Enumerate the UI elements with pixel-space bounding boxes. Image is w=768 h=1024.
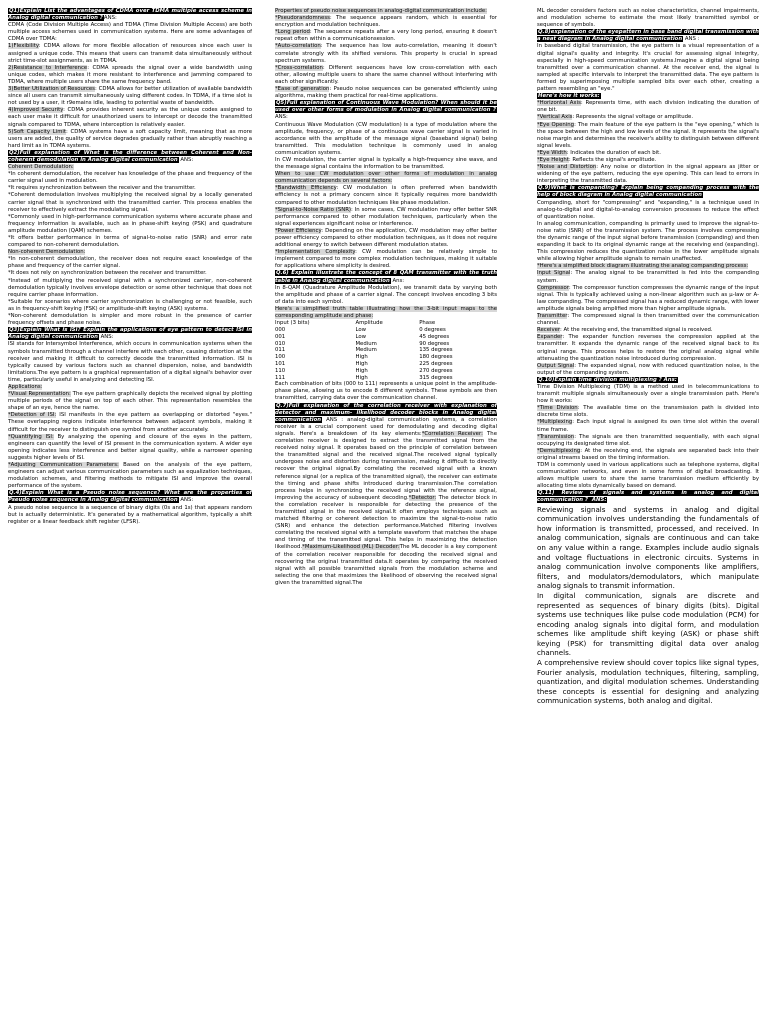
table-cell: Low [355,326,366,333]
text-run: *It does not rely on synchronization between the receiver and transmitter. [8,270,207,277]
table-row [275,341,497,348]
paragraph [8,8,252,22]
text-run: ML decoder considers factors such as noise characteristics, channel impairments, and modulation scheme to estimate the most likely transmitted symbol or sequence of symbols. [537,8,759,29]
text-run: ISI manifests in the eye pattern as overlapping or distorted "eyes." These overlapping regions indicate interference between adjacent symbols, making it difficult for the receiver to distinguish one symbol from another accurately. [8,412,252,433]
paragraph [275,43,497,64]
paragraph [8,235,252,249]
table-cell: High [355,360,368,367]
text-run: The ML decoder is a key component of the correlation receiver responsible for decoding the received signal and recovering the original transmitted data.It operates by comparing the received signal with all possible transmitted signals from the modulation scheme and selecting the one that maximizes the likelihood of observing the received signal given the transmitted signal.The [275,544,497,586]
highlighted-term: *Long period [275,29,310,36]
paragraph [275,306,497,320]
qam-header-cell: Phase [419,320,436,327]
paragraph [537,462,759,490]
text-run: : Indicates the duration of each bit. [566,149,661,156]
paragraph [537,448,759,462]
paragraph [537,405,759,419]
table-cell: 100 [275,354,286,361]
paragraph [275,228,497,249]
table-cell: 180 degrees [419,354,453,361]
paragraph [8,107,252,128]
text-run: Continuous Wave Modulation (CW modulation) is a type of modulation where the amplitude, frequency, or phase of a continuous wave carrier signal is varied in accordance with the amplitude of the message signal (baseband signal) being transmitted. This modulation technique is commonly used in analog communication systems. [275,121,497,156]
paragraph [8,391,252,412]
highlighted-term: *Ease of generation [275,86,330,93]
highlighted-term: *Signal-to-Noise Ratio (SNR) [275,206,352,213]
paragraph [8,278,252,299]
table-row [275,347,497,354]
table-cell: 010 [275,340,286,347]
highlighted-term: *Power Efficiency [275,227,322,234]
paragraph [537,591,759,658]
highlighted-term: *Visual Representation: [8,391,71,398]
paragraph [8,384,252,391]
text-run: Each combination of bits (000 to 111) represents a unique point in the amplitude-phase plane, allowing us to encode 8 different symbols. These symbols are then transmitted, carrying data over the communication channel. [275,381,497,402]
table-cell: 000 [275,326,286,333]
highlighted-term: Output Signal [537,362,575,369]
highlighted-term: *Noise and Distortion [537,164,597,171]
text-run: : CDMA systems have a soft capacity limit, meaning that as more users are added, the quality of service degrades gradually rather than abruptly reaching a hard limit as in TDMA systems. [8,128,252,149]
text-run: : Represents time, with each division indicating the duration of one bit. [537,100,759,114]
highlighted-term: *Demultiplexing [537,447,581,454]
text-run: Based on the analysis of the eye pattern, engineers can adjust various communication parameters such as equalization techniques, modulation schemes, and filtering methods to mitigate ISI and improve the overall performance of the system. [8,462,252,490]
highlighted-term: *Vertical Axis [537,114,573,121]
paragraph [275,86,497,100]
paragraph [275,403,497,587]
text-run: : At the receiving end, the signals are separated back into their original streams based on the timing information. [537,447,759,461]
question-heading: Q3)Explain What is ISI? Explain the applications of eye pattern to detect ISI in Analog digital communication [8,327,252,341]
text-run: : CDMA spreads the signal over a wide bandwidth using unique codes, which makes it more resistant to interference and jamming compared to TDMA, where multiple users share the same frequency band. [8,64,252,85]
text-run: : CDMA allows for better utilization of available bandwidth since all users can transmit simultaneously using different codes. In TDMA, if a time slot is not used by a user, it r9emains idle, leading to potential waste of bandwidth. [8,86,252,107]
paragraph [8,22,252,43]
paragraph [8,249,252,256]
highlighted-term: *Time Division [537,405,578,412]
paragraph [537,434,759,448]
paragraph [537,200,759,221]
paragraph [8,192,252,213]
text-run: : The available time on the transmission path is divided into discrete time slots. [537,405,759,419]
text-run: : CDMA allows for more flexible allocation of resources since each user is assigned a unique code. This means that users can transmit data simultaneously without strict time-slot assignments, as in TDMA. [8,43,252,64]
table-cell: 111 [275,374,286,381]
table-cell: 135 degrees [419,347,453,354]
highlighted-term: 5)Soft Capacity Limit [8,128,66,135]
paragraph [537,505,759,591]
qam-table-header [275,320,497,327]
highlighted-term: *Eye Opening [537,121,575,128]
paragraph [537,185,759,199]
paragraph [275,171,497,185]
table-row [275,334,497,341]
paragraph [8,43,252,64]
text-run: : The expander function reverses the compression applied at the transmitter. It expands the dynamic range of the received signal back to its original range. This process helps to restore the original analog signal while attenuating the quantization noise introduced during compression. [537,334,759,362]
paragraph [537,29,759,43]
highlighted-term: *Cross-correlation [275,64,323,71]
highlighted-term: Compressor [537,284,569,291]
highlighted-term: 1)Flexibility [8,43,39,50]
column-left [8,8,252,1020]
text-run: *In coherent demodulation, the receiver has knowledge of the phase and frequency of the carrier signal used in modulation. [8,171,252,185]
text-run: : Different sequences have low cross-correlation with each other, allowing multiple users to share the same channel without interfering with each other significantly. [275,64,497,85]
highlighted-term: *Horizontal Axis [537,100,581,107]
text-run: : The compressed signal is then transmitted over the communication channel. [537,313,759,327]
highlighted-term: Applications: [8,383,43,390]
paragraph [275,8,497,15]
highlighted-term: When to use CW modulation over other forms of modulation in analog communication depends on several factors: [275,171,497,185]
highlighted-term: *Eye Height [537,156,569,163]
paragraph [537,164,759,185]
table-cell: 0 degrees [419,326,446,333]
table-row [275,327,497,334]
text-run: : Each input signal is assigned its own time slot within the overall time frame. [537,419,759,433]
paragraph [275,122,497,157]
highlighted-term: Receiver [537,327,561,334]
paragraph [275,185,497,206]
paragraph [275,15,497,29]
paragraph [537,363,759,377]
text-run: : The sequence repeats after a very long period, ensuring it doesn't repeat often within a communicationsession. [275,29,497,43]
paragraph [8,327,252,341]
text-run: *It requires synchronization between the receiver and the transmitter. [8,185,196,192]
text-run: *Non-coherent demodulation is simpler and more robust in the presence of carrier frequency offsets and phase noise. [8,313,252,327]
paragraph [537,8,759,29]
text-run: *Suitable for scenarios where carrier synchronization is challenging or not feasible, such as in frequency-shift keying (FSK) or amplitude-shift keying (ASK) systems. [8,298,252,312]
highlighted-term: *Pseudorandomness [275,15,330,22]
paragraph [537,221,759,264]
paragraph [275,285,497,306]
question-heading: Here's how it works: [538,93,600,100]
text-run: ANS: [103,15,117,22]
paragraph [275,249,497,270]
highlighted-term: *Multiplexing [537,419,573,426]
highlighted-term: Input Signal [537,270,571,277]
highlighted-term: Here's a simplified truth table illustrating how the 3-bit input maps to the corresponding amplitude and phase: [275,305,497,320]
highlighted-term: *Detection of ISI: [8,412,57,419]
text-run: The detector block in the correlation receiver is responsible for detecting the presence of the transmitted signal in the received signal.It often employs techniques such as matched filtering or coherent detection to maximize the signal-to-noise ratio (SNR) and enhance the detection performance.Matched filtering involves correlating the received signal with a template waveform that matches the shape and timing of the transmitted signal. This helps in maximizing the detection likelihood. [275,494,497,551]
paragraph [8,299,252,313]
highlighted-term: *Transmission [537,433,575,440]
column-middle-bottom [275,381,497,587]
paragraph [8,313,252,327]
paragraph [537,100,759,114]
question-heading: Q.4)Explain What is a Pseudo noise sequence? What are the properties of Pseudo noise sequence in Analog digital communication [8,490,252,504]
paragraph [8,129,252,150]
text-run: Time Division Multiplexing (TDM) is a method used in telecommunications to transmit multiple signals simultaneously over a single transmission path. Here's how it works: [537,383,759,405]
table-row [275,361,497,368]
question-heading: Q2)Full explanation of What is the difference between Coherent and Non-coherent demodulation in Analog digital communication [8,149,252,163]
question-heading: Q.7)Full explanation of the correlation receiver with explanation of detector and maximum- likelihood decoder blocks in Analog digital communication [275,402,497,423]
column-middle-top [275,8,497,320]
paragraph [537,490,759,504]
question-heading: Q1)Explain List the advantages of CDMA over TDMA multiple access scheme in Analog digital communication ? [8,8,252,22]
table-cell: Low [355,333,366,340]
table-cell: 011 [275,347,286,354]
paragraph [537,93,759,100]
highlighted-term: *Correlation Receiver: [421,430,483,437]
paragraph [537,285,759,313]
text-run: A comprehensive review should cover topics like signal types, Fourier analysis, modulation techniques, filtering, sampling, quantization, and digital modulation schemes. Understanding these concepts is essential for designing and analyzing communication systems, both analog and digital. [537,658,759,706]
table-cell: 45 degrees [419,333,450,340]
highlighted-term: *Eye Width [537,149,567,156]
text-run: ANS: [275,114,288,121]
paragraph [537,658,759,706]
text-run: : CDMA provides inherent security as the unique codes assigned to each user make it difficult for unauthorized users to intercept or decode the transmitted signals compared to TDMA, where interception is relatively easier. [8,107,252,128]
text-run: *Instead of multiplying the received signal with a synchronized carrier, non-coherent demodulation typically involves envelope detection or some other technique that does not require carrier phase information. [8,277,252,298]
text-run: Companding, short for "compressing" and "expanding," is a technique used in analog-to-digital and digital-to-analog conversion processes to reduce the effect of quantization noise. [537,199,759,220]
text-run: : Reflects the signal's amplitude. [568,156,657,163]
table-cell: 110 [275,367,286,374]
paragraph [8,412,252,433]
text-run: : Any noise or distortion in the signal appears as jitter or widening of the eye pattern, reducing the eye opening. This can lead to errors in interpreting the transmitted data. [537,164,759,185]
text-run: *Coherent demodulation involves multiplying the received signal by a locally generated carrier signal that is synchronized with the transmitted carrier. This process enables the receiver to effectively extract the modulating signal. [8,192,252,213]
highlighted-term: 3)Better Utilization of Resources [8,86,95,93]
table-cell: High [355,354,368,361]
paragraph [8,171,252,185]
table-cell: Medium [355,340,377,347]
text-run: In 8-QAM (Quadrature Amplitude Modulation), we transmit data by varying both the amplitude and phase of a carrier signal. The concept involves encoding 3 bits of data into each symbol. [275,284,497,305]
paragraph [537,114,759,121]
paragraph [537,157,759,164]
paragraph [8,434,252,462]
paragraph [8,270,252,277]
highlighted-term: *Bandwidth Efficiency [275,185,337,192]
text-run: : Pseudo noise sequences can be generated efficiently using algorithms, making them practical for real-time applications. [275,86,497,100]
text-run: ANS : analog-digital communication systems, a correlation receiver is a crucial component used for demodulating and decoding digital signals. Here's a breakdown of its key elements: [275,416,497,437]
text-run: : The compressor function compresses the dynamic range of the input signal. This is typically achieved using a non-linear algorithm such as μ-law or A-law companding. The compressed signal has a reduced dynamic range, with lower amplitude signals being amplified more than higher amplitude signals. [537,284,759,312]
text-run: : In some cases, CW modulation may offer better SNR performance compared to other modulation techniques, particularly when the signal experiences significant noise or interference. [275,206,497,227]
highlighted-term: 4)Improved Security [8,107,64,114]
paragraph [275,65,497,86]
paragraph [275,29,497,43]
table-cell: High [355,374,368,381]
highlighted-term: *Quantifying ISI: [8,433,54,440]
table-cell: High [355,367,368,374]
paragraph [275,270,497,284]
qam-table-body [275,327,497,381]
paragraph [537,270,759,284]
paragraph [275,157,497,171]
question-heading: ANS: [590,497,607,504]
question-heading: Q.8)explanation of the eyepattern in base band digital transmission with a neat diagram in Analog digital communication [537,29,759,43]
paragraph [8,164,252,171]
text-run: ANS : [683,36,700,43]
text-run: In analog communication, companding is primarily used to improve the signal-to-noise ratio (SNR) of the transmission system. The process involves compressing the dynamic range of the input signal before transmission (companding) and then expanding it back to its original dynamic range at the receiving end (expanding). This compression reduces the quantization noise in the lower amplitude signals while allowing higher amplitude signals to remain unaffected. [537,220,759,263]
text-run: ANS: [98,334,114,341]
table-cell: 225 degrees [419,360,453,367]
text-run: ISI stands for Intersymbol Interference, which occurs in communication systems when the symbols transmitted through a channel interfere with each other, causing distortion at the receiver and making it difficult to correctly decode the transmitted information. ISI is typically caused by various factors such as channel dispersion, noise, and bandwidth limitations.The eye pattern is a graphical representation of a digital signal's behavior over time, particularly useful in analyzing and detecting ISI. [8,341,252,383]
highlighted-term: Properties of pseudo noise sequences in analog-digital communication include: [275,8,487,14]
paragraph [537,377,759,384]
highlighted-term: *Auto-correlation [275,43,321,50]
table-cell: 315 degrees [419,374,453,381]
text-run: A pseudo noise sequence is a sequence of binary digits (0s and 1s) that appears random but is actually deterministic. It's generated by a mathematical algorithm, typically a shift register or a linear feedback shift register (LFSR). [8,504,252,525]
table-row [275,375,497,382]
table-cell: 90 degrees [419,340,450,347]
highlighted-term: 2)Resistance to Interference [8,64,88,71]
text-run: ANS: [178,497,194,504]
paragraph [537,150,759,157]
paragraph [8,86,252,107]
text-run: In digital communication, signals are discrete and represented as sequences of binary digits (bits). Digital systems use techniques like pulse code modulation (PCM) for encoding analog signals into digital form, and modulation schemes like amplitude shift keying (ASK) or phase shift keying (PSK) for transmitting digital data over analog channels. [537,590,759,658]
question-heading: Q.6) Explain illustrate the concept of 8 QAM transmitter with the truth table in Analog digital communication [275,270,497,284]
highlighted-term: *Here's a simplified block diagram illustrating the analog companding process: [537,263,749,270]
table-cell: 101 [275,360,286,367]
text-run: : Represents the signal voltage or amplitude. [572,114,694,121]
paragraph [8,65,252,86]
paragraph [537,419,759,433]
text-run: : The sequence appears random, which is essential for encryption and modulation techniques. [275,15,497,29]
highlighted-term: *Maximum-Likelihood (ML) Decoder: [302,544,400,551]
text-run: : Depending on the application, CW modulation may offer better power efficiency compared to other modulation techniques, as it does not require additional energy to switch between different modulation states. [275,227,497,249]
qam-truth-table [275,320,497,381]
question-heading: Q.10)Explain time division multiplexing ? Ans: [538,376,677,383]
text-run: In baseband digital transmission, the eye pattern is a visual representation of a digital signal's quality and integrity. It's crucial for assessing signal integrity, especially in high-speed communication systems.Imagine a digital signal being transmitted over a communication channel. At the receiver end, the signal is sampled at specific intervals to interpret the transmitted data. The eye pattern is formed by superimposing multiple sampled bits over each other, creating a pattern resembling an "eye." [537,43,759,93]
highlighted-term: *Implementation Complexity [275,249,356,256]
table-cell: Medium [355,347,377,354]
paragraph [537,384,759,405]
paragraph [8,462,252,490]
table-row [275,368,497,375]
question-heading: Q.9)What is companding? Explain being companding process with the help of block diagram in Analog digital communication [537,185,759,199]
text-run: Reviewing signals and systems in analog and digital communication involves understanding the fundamentals of how information is transmitted, processed, and received. In analog communication, signals are continuous and can take on any value within a range. Examples include audio signals and voltage fluctuations in electronic circuits. Systems in analog communication involve components like amplifiers, filters, and modulators/demodulators, which manipulate analog signals to transmit information. [537,504,759,591]
qam-header-cell: Amplitude [355,320,383,327]
paragraph [275,207,497,228]
paragraph [275,381,497,402]
paragraph [537,313,759,327]
highlighted-term: Coherent Demodulation: [8,164,74,171]
paragraph [8,505,252,526]
text-run: : The main feature of the eye pattern is the "eye opening," which is the space between the high and low levels of the signal. It represents the signal's noise margin and determines the receiver's ability to distinguish between different signal levels. [537,121,759,149]
text-run: *In non-coherent demodulation, the receiver does not require exact knowledge of the phase and frequency of the carrier signal. [8,256,252,270]
highlighted-term: Non-coherent Demodulation: [8,249,86,256]
text-run: *Commonly used in high-performance communication systems where accurate phase and frequency information is available, such as in phase-shift keying (PSK) and quadrature amplitude modulation (QAM) schemes. [8,213,252,234]
paragraph [8,490,252,504]
paragraph [8,256,252,270]
text-run: TDM is commonly used in various applications such as telephone systems, digital communication networks, and even in some forms of digital broadcasting. It allows multiple users to share the same transmission medium efficiently by allocating time slots dynamically based on demand. [537,462,759,490]
text-run: The correlation receiver is designed to extract the transmitted signal from the received noisy signal. It operates based on the principle of correlation between the transmitted signal and the received signal.The received signal typically undergoes noise and distortion during transmission, making it difficult to directly recover the original signal.By correlating the received signal with a known reference signal (or a replica of the transmitted signal), the receiver can estimate the timing and phase shifts introduced during transmission.The correlation process helps in synchronizing the received signal with the reference signal, improving the accuracy of subsequent decoding. [275,430,497,501]
text-run: In CW modulation, the carrier signal is typically a high-frequency sine wave, and the message signal contains the information to be transmitted. [275,156,497,171]
text-run: : The sequence has low auto-correlation, meaning it doesn't correlate strongly with its shifted versions. This property is crucial in spread spectrum systems. [275,43,497,64]
paragraph [8,214,252,235]
column-right [537,8,759,1020]
table-cell: 270 degrees [419,367,453,374]
highlighted-term: Expander [537,334,563,341]
question-heading: Q5)Full explanation of Continuous Wave Modulation? When should it be used over other forms of modulation in Analog digital communication ? [275,100,497,114]
paragraph [8,341,252,384]
text-run: : CW modulation is often preferred when bandwidth efficiency is not a primary concern since it typically requires more bandwidth compared to other modulation techniques like phase modulation. [275,185,497,206]
text-run: ANS: [178,156,194,163]
column-middle [275,8,497,1020]
highlighted-term: *Adjusting Communication Parameters: [8,462,119,468]
text-run: By analyzing the opening and closure of the eyes in the pattern, engineers can quantify the level of ISI present in the communication system. A wider eye opening indicates less interference and better signal quality, while a narrower opening suggests higher levels of ISI. [8,433,252,461]
text-run: *It offers better performance in terms of signal-to-noise ratio (SNR) and error rate compared to non-coherent demodulation. [8,235,252,249]
text-run: CDMA (Code Division Multiple Access) and TDMA (Time Division Multiple Access) are both multiple access schemes used in communication systems. Here are some advantages of CDMA over TDMA: [8,22,252,43]
text-run: : The analog signal to be transmitted is fed into the companding system. [537,270,759,284]
text-run: : The signals are then transmitted sequentially, with each signal occupying its designated time slot. [537,433,759,447]
text-run: : The expanded signal, now with reduced quantization noise, is the output of the companding system. [537,362,759,376]
paragraph [275,100,497,121]
paragraph [537,263,759,270]
question-heading: Q.11) Review of signals and systems in analog and digital communication ? [537,490,759,504]
highlighted-term: Transmitter [537,313,568,320]
paragraph [8,150,252,164]
highlighted-term: *Detector: [408,494,437,501]
paragraph [537,327,759,334]
text-run: The eye pattern graphically depicts the received signal by plotting multiple periods of the signal on top of each other. This representation resembles the shape of an eye, hence the name. [8,391,252,412]
qam-header-cell: Input (3 bits) [275,320,310,327]
table-cell: 001 [275,333,286,340]
paragraph [8,185,252,192]
text-run: Ans: [390,277,405,284]
paragraph [537,43,759,93]
paragraph [537,334,759,362]
text-run: : CW modulation can be relatively simple to implement compared to more complex modulation techniques, making it suitable for applications where simplicity is desired. [275,249,497,270]
table-row [275,354,497,361]
paragraph [537,122,759,150]
text-run: : At the receiving end, the transmitted signal is received. [560,327,713,334]
